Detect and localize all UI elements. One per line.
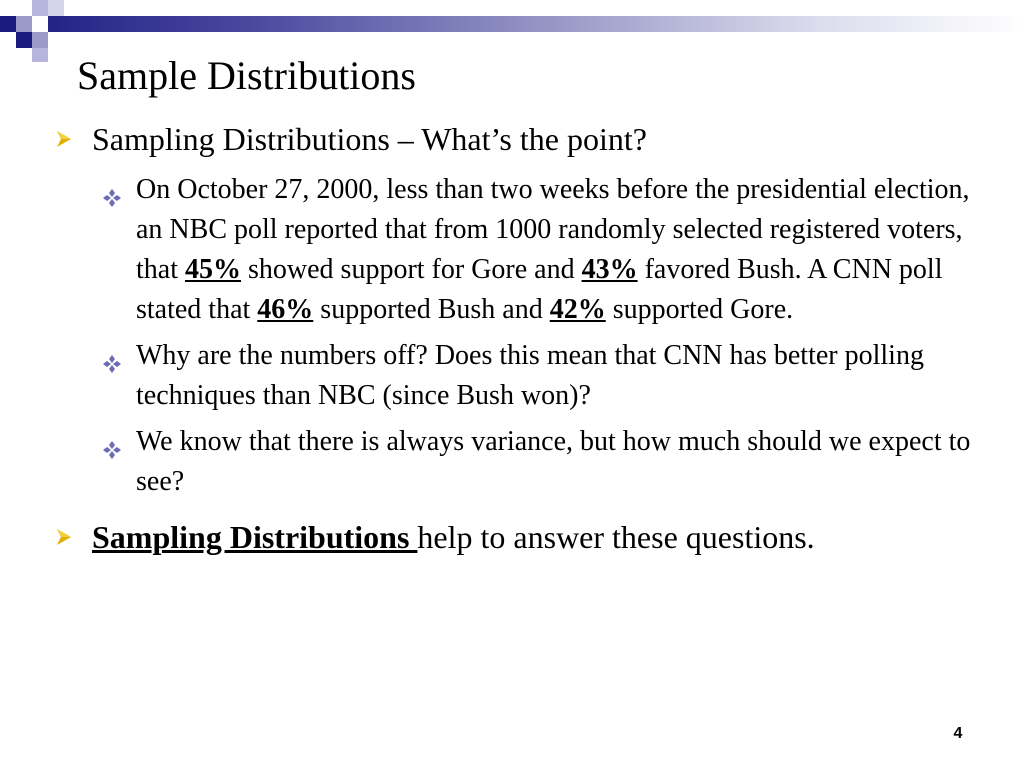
sub-bullet-text: Why are the numbers off? Does this mean that CNN has better polling techniques than NBC (since Bush won)? [136,340,924,411]
sub-bullet-item [52,170,992,330]
poll-text: favored Bush. A CNN poll stated that [136,254,943,325]
decor-square [32,16,48,32]
bullet-item [52,116,992,162]
poll-percent-cnn-bush: 46% [257,294,314,325]
sub-bullet-item [52,336,992,416]
bullet-item [52,514,992,560]
sub-bullet-text [136,174,970,325]
four-diamond-bullet-icon [102,346,122,366]
emphasized-term: Sampling Distributions [92,519,418,555]
arrowhead-bullet-icon [52,116,76,162]
arrowhead-bullet-icon [52,514,76,560]
decor-square [0,16,16,32]
poll-percent-nbc-gore: 45% [185,254,241,285]
decor-square [48,32,64,48]
bullet-text: Sampling Distributions – What’s the point? [92,121,647,157]
poll-text: supported Gore. [605,294,794,325]
sub-bullet-list [52,170,992,502]
decor-square [16,16,32,32]
bullet-text-rest: help to answer these questions. [417,519,815,555]
page-number: 4 [953,725,963,742]
poll-percent-cnn-gore: 42% [549,294,606,325]
title-gradient-bar [0,16,1024,32]
decor-square [48,0,64,16]
bullet-text [92,519,815,555]
decor-square [16,32,32,48]
decor-square [16,0,32,16]
poll-text: On October 27, 2000, less than two weeks before the presidential election, an NBC poll reported that from 1000 randomly selected registered voters, that [136,174,970,285]
decor-square [32,0,48,16]
slide-content [52,116,992,560]
sub-bullet-item [52,422,992,502]
decor-square [32,32,48,48]
slide-title: Sample Distributions [77,53,416,98]
decor-square [32,48,48,62]
poll-text: supported Bush and [313,294,550,325]
poll-text: showed support for Gore and [241,254,582,285]
four-diamond-bullet-icon [102,432,122,452]
sub-bullet-text: We know that there is always variance, but how much should we expect to see? [136,426,971,497]
four-diamond-bullet-icon [102,180,122,200]
poll-percent-nbc-bush: 43% [581,254,638,285]
